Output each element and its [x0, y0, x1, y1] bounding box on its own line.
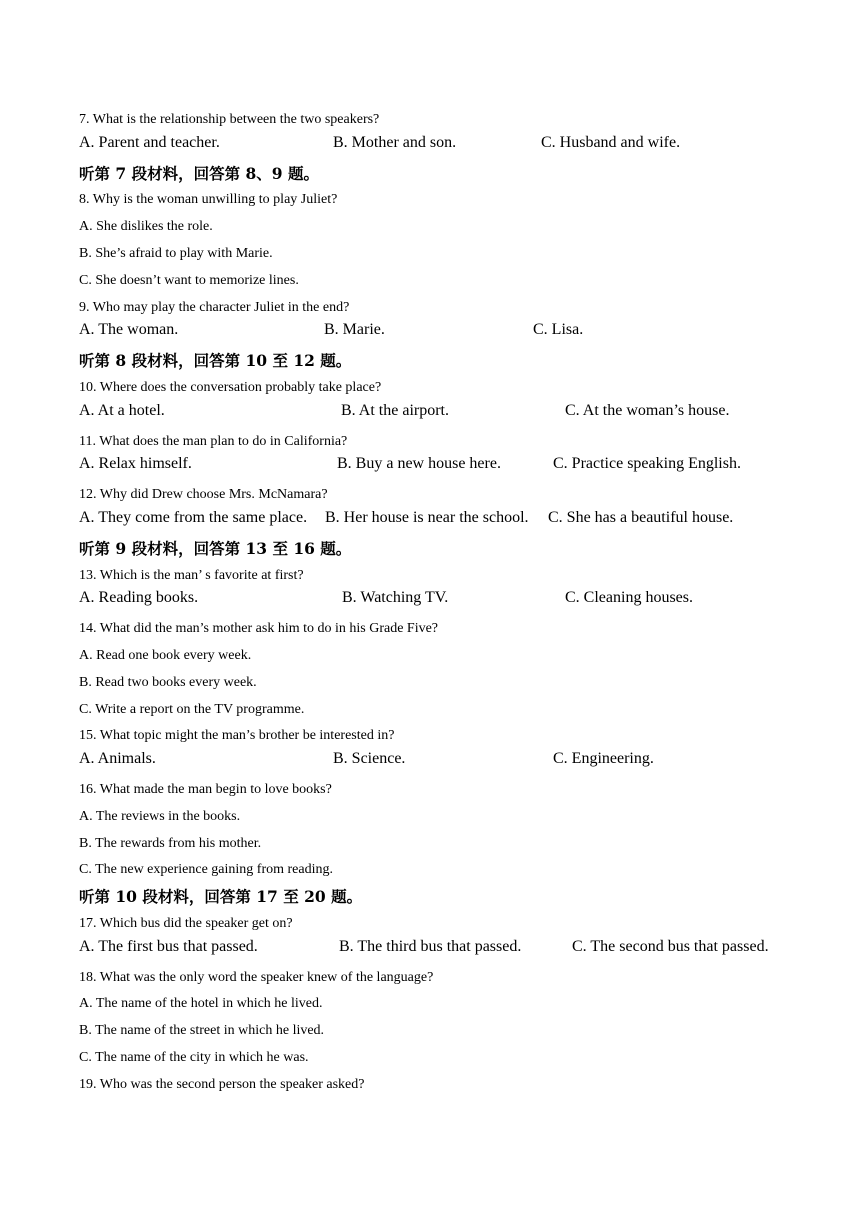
question-15: 15. What topic might the man’s brother be interested in? [79, 728, 395, 744]
option-b: B. The name of the street in which he lived. [79, 1023, 325, 1039]
options-10 [79, 402, 799, 429]
option-a: A. The woman. [79, 321, 179, 339]
question-16: 16. What made the man begin to love books? [79, 781, 332, 797]
option-b: B. Mother and son. [333, 133, 457, 151]
option-a: A. Animals. [79, 750, 156, 768]
question-12: 12. Why did Drew choose Mrs. McNamara? [79, 487, 328, 503]
question-11: 11. What does the man plan to do in California? [79, 433, 348, 449]
option-c: C. Husband and wife. [541, 133, 681, 151]
document-page [79, 107, 799, 1098]
option-b: B. Her house is near the school. [325, 508, 529, 526]
question-18: 18. What was the only word the speaker knew of the language? [79, 969, 434, 985]
options-13 [79, 589, 799, 616]
option-a: A. The name of the hotel in which he lived. [79, 996, 323, 1012]
option-b: B. Marie. [324, 321, 385, 339]
option-c: C. The second bus that passed. [572, 937, 769, 955]
option-b: B. Read two books every week. [79, 674, 257, 690]
question-7: 7. What is the relationship between the two speakers? [79, 112, 380, 127]
option-b: B. Watching TV. [342, 589, 449, 607]
options-7 [79, 134, 799, 161]
question-8: 8. Why is the woman unwilling to play Juliet? [79, 192, 338, 208]
option-b: B. Buy a new house here. [337, 455, 501, 473]
question-17: 17. Which bus did the speaker get on? [79, 915, 293, 931]
option-c: C. The new experience gaining from reading. [79, 862, 333, 878]
section-heading-8: 听第 8 段材料，回答第 10 至 12 题。 [79, 351, 352, 371]
option-c: C. Engineering. [553, 750, 654, 768]
option-a: A. Reading books. [79, 589, 199, 607]
options-12 [79, 509, 799, 536]
option-b: B. The third bus that passed. [339, 937, 522, 955]
option-a: A. At a hotel. [79, 401, 165, 419]
question-13: 13. Which is the man’ s favorite at first? [79, 567, 304, 583]
option-c: C. Lisa. [533, 321, 584, 339]
option-c: C. Write a report on the TV programme. [79, 701, 305, 717]
option-b: B. At the airport. [341, 401, 449, 419]
option-a: A. The reviews in the books. [79, 808, 241, 824]
option-a: A. Relax himself. [79, 455, 192, 473]
option-c: C. Practice speaking English. [553, 455, 741, 473]
option-a: A. The first bus that passed. [79, 937, 258, 955]
option-b: B. Science. [333, 750, 406, 768]
option-a: A. Parent and teacher. [79, 133, 220, 151]
option-c: C. She has a beautiful house. [548, 508, 734, 526]
question-14: 14. What did the man’s mother ask him to do in his Grade Five? [79, 621, 439, 637]
option-c: C. Cleaning houses. [565, 589, 693, 607]
section-heading-10: 听第 10 段材料，回答第 17 至 20 题。 [79, 887, 363, 907]
section-heading-9: 听第 9 段材料，回答第 13 至 16 题。 [79, 538, 352, 558]
question-10: 10. Where does the conversation probably take place? [79, 379, 382, 395]
question-19: 19. Who was the second person the speaker asked? [79, 1076, 365, 1092]
question-9: 9. Who may play the character Juliet in the end? [79, 299, 350, 315]
option-c: C. At the woman’s house. [565, 401, 730, 419]
option-a: A. They come from the same place. [79, 508, 308, 526]
option-a: A. Read one book every week. [79, 647, 252, 663]
option-b: B. She’s afraid to play with Marie. [79, 245, 273, 261]
option-a: A. She dislikes the role. [79, 219, 213, 235]
options-17 [79, 938, 799, 965]
option-c: C. She doesn’t want to memorize lines. [79, 272, 299, 288]
option-c: C. The name of the city in which he was. [79, 1049, 309, 1065]
options-15 [79, 750, 799, 777]
section-heading-7: 听第 7 段材料，回答第 8、9 题。 [79, 163, 319, 183]
option-b: B. The rewards from his mother. [79, 835, 262, 851]
options-11 [79, 455, 799, 482]
options-9 [79, 321, 799, 348]
